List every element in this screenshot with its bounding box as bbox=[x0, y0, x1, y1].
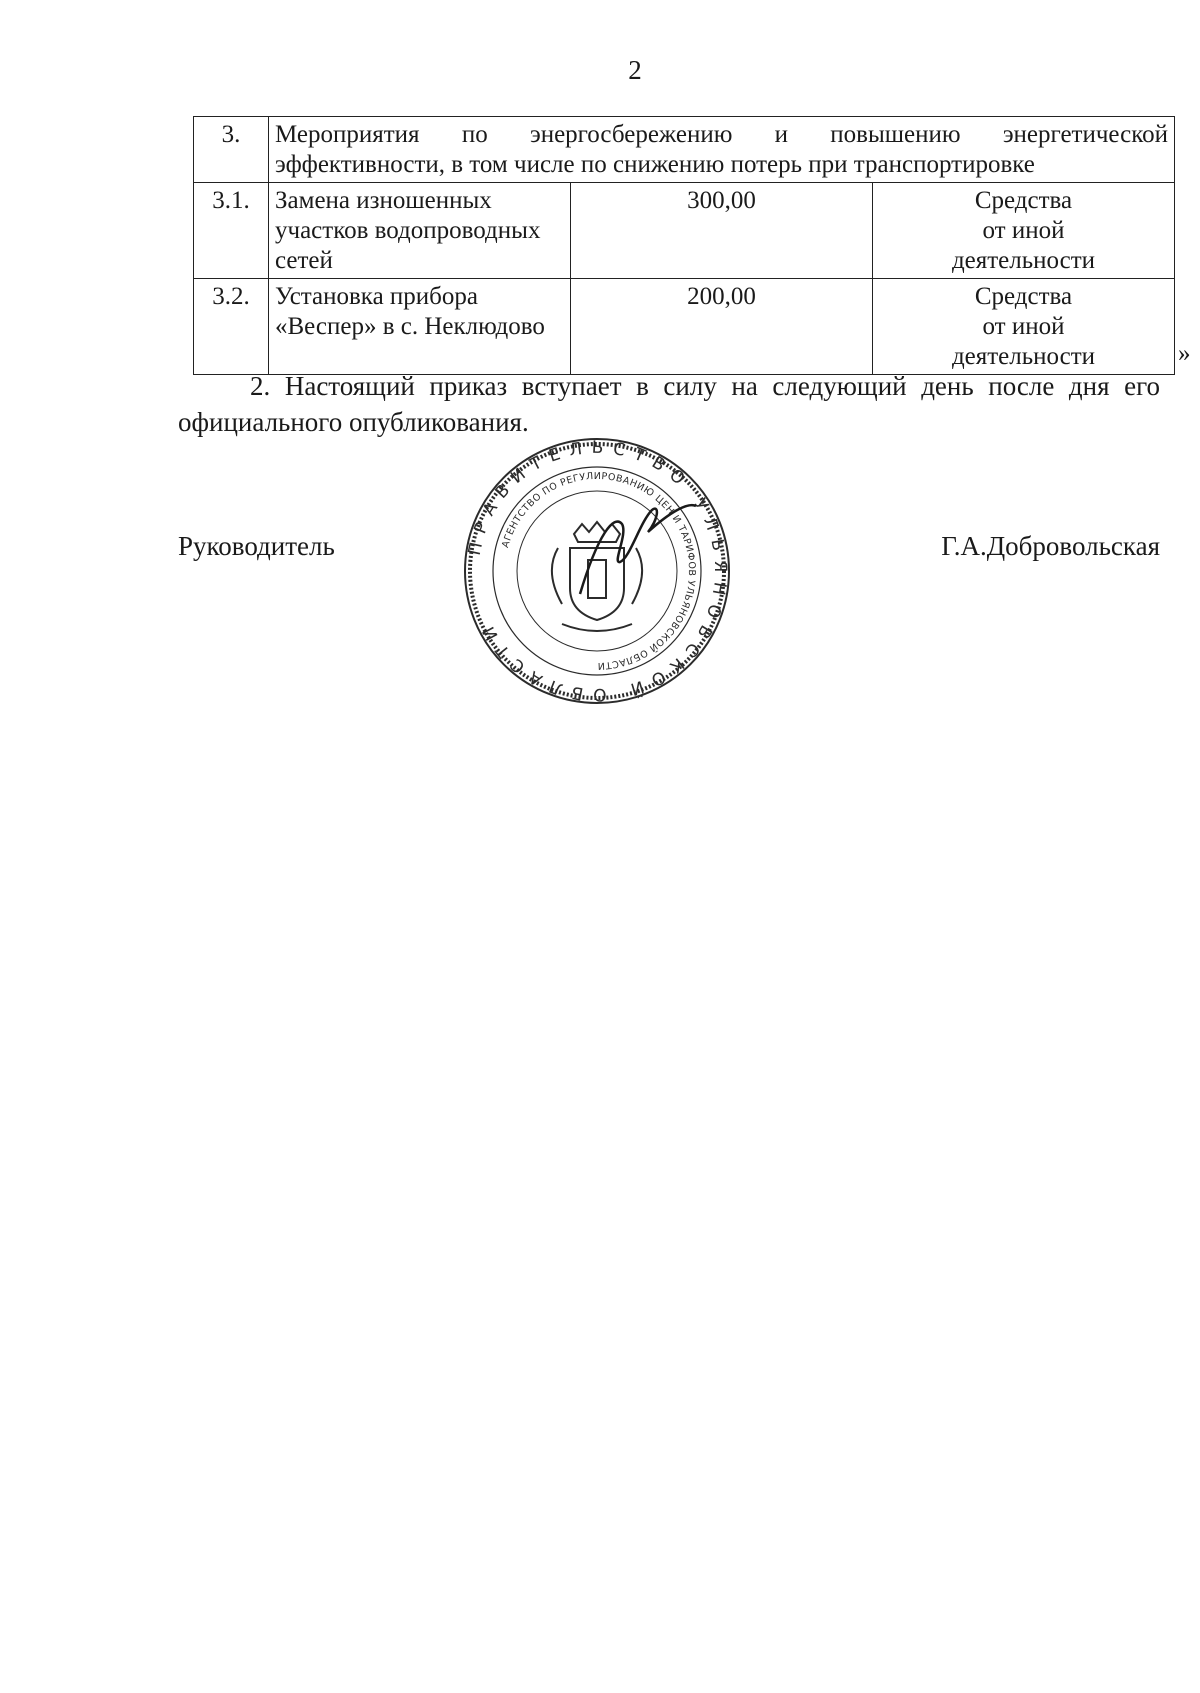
table-row bbox=[194, 279, 1175, 375]
table-section-row bbox=[194, 117, 1175, 183]
row-source-line: Средства bbox=[974, 187, 1073, 214]
row-name: Замена изношенных участков водопроводных сетей bbox=[269, 183, 571, 279]
row-source-line: Средства bbox=[974, 283, 1073, 310]
stamp-inner-text: АГЕНТСТВО ПО РЕГУЛИРОВАНИЮ ЦЕН И ТАРИФОВ УЛЬЯНОВСКОЙ ОБЛАСТИ bbox=[500, 470, 698, 672]
row-source-line: от иной bbox=[982, 217, 1065, 244]
row-number: 3.1. bbox=[194, 183, 269, 279]
order-paragraph: 2. Настоящий приказ вступает в силу на следующий день после дня его официального опубликования. bbox=[178, 371, 1160, 437]
row-amount: 200,00 bbox=[571, 279, 873, 375]
stamp-inner-ring bbox=[517, 491, 677, 651]
section-title bbox=[269, 117, 1175, 183]
signatory-title: Руководитель bbox=[178, 531, 335, 561]
row-source-line: деятельности bbox=[951, 247, 1096, 274]
stamp-outer-text: ПРАВИТЕЛЬСТВО УЛЬЯНОВСКОЙ ОБЛАСТИ bbox=[464, 437, 731, 705]
measures-table bbox=[193, 116, 1175, 375]
section-title-line: эффективности, в том числе по снижению потерь при транспортировке bbox=[275, 151, 1035, 178]
coat-of-arms-icon bbox=[552, 522, 642, 631]
row-number: 3.2. bbox=[194, 279, 269, 375]
table-row bbox=[194, 183, 1175, 279]
stamp-middle-ring bbox=[493, 467, 701, 675]
section-title-line: Мероприятия по энергосбережению и повышению энергетической bbox=[275, 121, 1168, 148]
official-stamp bbox=[462, 436, 732, 706]
row-source bbox=[873, 279, 1175, 375]
row-source bbox=[873, 183, 1175, 279]
row-source-line: деятельности bbox=[951, 343, 1096, 370]
row-amount: 300,00 bbox=[571, 183, 873, 279]
row-source-line: от иной bbox=[982, 313, 1065, 340]
closing-quote: » bbox=[1178, 340, 1191, 367]
section-number: 3. bbox=[194, 117, 269, 183]
row-name: Установка прибора «Веспер» в с. Неклюдово bbox=[269, 279, 571, 375]
page-number: 2 bbox=[628, 55, 642, 85]
signatory-name: Г.А.Добровольская bbox=[941, 531, 1160, 561]
